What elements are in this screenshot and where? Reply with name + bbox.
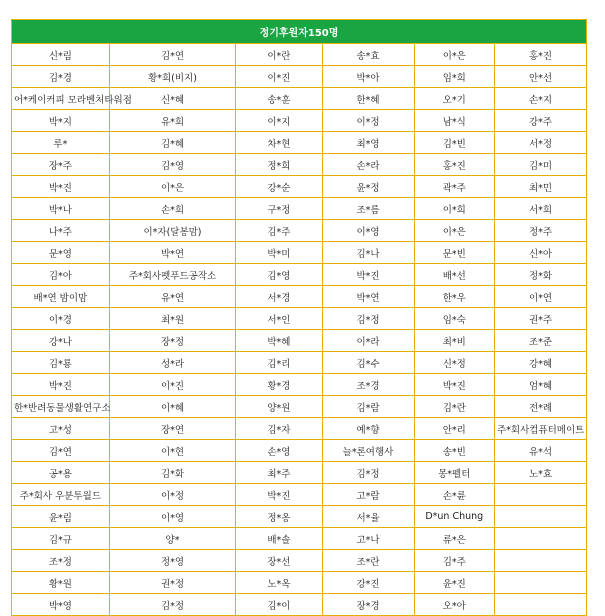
donor-name-cell: 오*기 xyxy=(414,88,495,110)
donor-name-cell: 정*화 xyxy=(495,264,587,286)
table-row xyxy=(12,330,587,352)
donor-name-cell: 엄*혜 xyxy=(495,374,587,396)
donor-name-cell: 김*이 xyxy=(236,594,322,616)
donor-name-cell: 장*연 xyxy=(109,418,236,440)
donor-name-cell: 배*연 밤이맘 xyxy=(12,286,110,308)
donor-name-cell: 이*라 xyxy=(322,330,414,352)
table-row xyxy=(12,506,587,528)
donor-name-cell: 이*진 xyxy=(236,66,322,88)
donor-name-cell: 김*연 xyxy=(109,44,236,66)
table-row xyxy=(12,484,587,506)
donor-name-cell: 유*석 xyxy=(495,440,587,462)
donor-name-cell: 이*희 xyxy=(414,198,495,220)
donor-name-cell: 이*현 xyxy=(109,440,236,462)
donor-name-cell: 송*효 xyxy=(322,44,414,66)
donor-name-cell: 권*정 xyxy=(109,572,236,594)
table-row xyxy=(12,220,587,242)
table-row xyxy=(12,374,587,396)
donor-name-cell: 박*지 xyxy=(12,110,110,132)
donor-name-cell: 조*름 xyxy=(322,198,414,220)
table-row xyxy=(12,286,587,308)
donor-name-cell: 신*정 xyxy=(414,352,495,374)
donor-name-cell: 김*자 xyxy=(236,418,322,440)
donor-name-cell: 구*정 xyxy=(236,198,322,220)
donor-name-cell: 남*식 xyxy=(414,110,495,132)
donor-name-cell: 서*정 xyxy=(495,132,587,154)
donor-name-cell: 예*향 xyxy=(322,418,414,440)
donor-name-cell: 신*혜 xyxy=(109,88,236,110)
donor-name-cell: 서*율 xyxy=(322,506,414,528)
donor-name-cell: 박*진 xyxy=(414,374,495,396)
donor-rows xyxy=(12,44,587,616)
donor-name-cell: 이*영 xyxy=(109,506,236,528)
donor-name-cell: 문*영 xyxy=(12,242,110,264)
donor-name-cell: 차*현 xyxy=(236,132,322,154)
donor-name-cell: 장*선 xyxy=(236,550,322,572)
donor-name-cell: 김*연 xyxy=(12,440,110,462)
donor-name-cell xyxy=(495,572,587,594)
donor-name-cell: 김*아 xyxy=(12,264,110,286)
donor-name-cell: 임*숙 xyxy=(414,308,495,330)
donor-name-cell: 송*훈 xyxy=(236,88,322,110)
donor-name-cell: 조*경 xyxy=(322,374,414,396)
donor-name-cell: 조*정 xyxy=(12,550,110,572)
donor-name-cell: 이*지 xyxy=(236,110,322,132)
donor-name-cell: 양* xyxy=(109,528,236,550)
table-row xyxy=(12,132,587,154)
donor-name-cell: 김*규 xyxy=(12,528,110,550)
table-row xyxy=(12,528,587,550)
donor-name-cell: 안*선 xyxy=(495,66,587,88)
donor-name-cell: 배*솔 xyxy=(236,528,322,550)
donor-name-cell: 오*아 xyxy=(414,594,495,616)
table-row xyxy=(12,396,587,418)
table-row xyxy=(12,44,587,66)
donor-name-cell: 김*리 xyxy=(236,352,322,374)
donor-name-cell: 손*라 xyxy=(322,154,414,176)
donor-name-cell: 정*희 xyxy=(236,154,322,176)
donor-name-cell: 박*진 xyxy=(322,264,414,286)
table-row xyxy=(12,66,587,88)
donor-name-cell: 루* xyxy=(12,132,110,154)
donor-name-cell: 최*영 xyxy=(322,132,414,154)
donor-name-cell: 박*나 xyxy=(12,198,110,220)
donor-name-cell: 어*케이커피 모라벤처타워점 xyxy=(12,88,110,110)
donor-name-cell: 노*효 xyxy=(495,462,587,484)
donor-name-cell: 송*빈 xyxy=(414,440,495,462)
donor-name-cell: 주*회사펫푸드공작소 xyxy=(109,264,236,286)
donor-name-cell: 류*은 xyxy=(414,528,495,550)
donor-name-cell: 김*나 xyxy=(322,242,414,264)
table-title: 정기후원자150명 xyxy=(12,20,587,44)
donor-name-cell: 장*정 xyxy=(109,330,236,352)
donor-name-cell: 김*정 xyxy=(322,462,414,484)
donor-name-cell: 최*민 xyxy=(495,176,587,198)
donor-name-cell: D*un Chung xyxy=(414,506,495,528)
donor-name-cell: 배*선 xyxy=(414,264,495,286)
donor-name-cell: 박*연 xyxy=(322,286,414,308)
donor-name-cell: 몽*펠터 xyxy=(414,462,495,484)
donor-name-cell: 손*희 xyxy=(109,198,236,220)
table-row xyxy=(12,198,587,220)
donor-name-cell: 이*은 xyxy=(414,44,495,66)
donor-name-cell: 김*영 xyxy=(236,264,322,286)
table-row xyxy=(12,110,587,132)
donor-name-cell: 전*례 xyxy=(495,396,587,418)
donor-name-cell: 조*란 xyxy=(322,550,414,572)
donor-name-cell: 이*정 xyxy=(109,484,236,506)
donor-name-cell: 이*란 xyxy=(236,44,322,66)
donor-name-cell: 늘*론여행사 xyxy=(322,440,414,462)
donor-name-cell: 김*화 xyxy=(109,462,236,484)
donor-name-cell: 강*주 xyxy=(495,110,587,132)
donor-table-container xyxy=(11,19,587,616)
donor-name-cell: 김*정 xyxy=(322,308,414,330)
table-row xyxy=(12,88,587,110)
donor-name-cell xyxy=(495,484,587,506)
donor-name-cell: 유*희 xyxy=(109,110,236,132)
donor-name-cell: 김*람 xyxy=(322,396,414,418)
donor-name-cell: 박*혜 xyxy=(236,330,322,352)
donor-name-cell: 주*회사 우분투월드 xyxy=(12,484,110,506)
donor-name-cell: 강*순 xyxy=(236,176,322,198)
donor-name-cell xyxy=(495,594,587,616)
donor-name-cell: 조*준 xyxy=(495,330,587,352)
donor-name-cell: 신*림 xyxy=(12,44,110,66)
donor-name-cell: 박*진 xyxy=(12,374,110,396)
donor-name-cell: 최*비 xyxy=(414,330,495,352)
donor-name-cell: 문*빈 xyxy=(414,242,495,264)
donor-name-cell: 손*영 xyxy=(236,440,322,462)
table-row xyxy=(12,154,587,176)
donor-name-cell: 박*진 xyxy=(236,484,322,506)
donor-name-cell: 황*경 xyxy=(236,374,322,396)
donor-name-cell: 안*리 xyxy=(414,418,495,440)
table-title-row xyxy=(12,20,587,44)
table-row xyxy=(12,176,587,198)
donor-name-cell: 주*회사컴퓨터메이트 xyxy=(495,418,587,440)
donor-name-cell: 이*은 xyxy=(414,220,495,242)
donor-name-cell: 이*정 xyxy=(322,110,414,132)
table-row xyxy=(12,462,587,484)
table-row xyxy=(12,352,587,374)
donor-name-cell: 김*혜 xyxy=(109,132,236,154)
donor-name-cell: 황*원 xyxy=(12,572,110,594)
donor-name-cell: 장*주 xyxy=(12,154,110,176)
donor-name-cell: 박*진 xyxy=(12,176,110,198)
donor-name-cell: 김*경 xyxy=(12,66,110,88)
donor-name-cell: 박*미 xyxy=(236,242,322,264)
donor-name-cell: 강*혜 xyxy=(495,352,587,374)
table-row xyxy=(12,418,587,440)
donor-name-cell: 김*주 xyxy=(236,220,322,242)
donor-name-cell: 홍*진 xyxy=(495,44,587,66)
table-row xyxy=(12,440,587,462)
donor-name-cell: 고*람 xyxy=(322,484,414,506)
donor-name-cell: 김*주 xyxy=(414,550,495,572)
table-row xyxy=(12,308,587,330)
donor-name-cell: 손*륜 xyxy=(414,484,495,506)
donor-name-cell: 홍*진 xyxy=(414,154,495,176)
table-row xyxy=(12,594,587,616)
donor-name-cell: 최*원 xyxy=(109,308,236,330)
donor-name-cell: 박*연 xyxy=(109,242,236,264)
donor-name-cell: 박*영 xyxy=(12,594,110,616)
table-row xyxy=(12,242,587,264)
donor-name-cell xyxy=(495,550,587,572)
donor-name-cell: 한*혜 xyxy=(322,88,414,110)
donor-name-cell: 유*연 xyxy=(109,286,236,308)
donor-name-cell: 최*주 xyxy=(236,462,322,484)
donor-name-cell: 이*연 xyxy=(495,286,587,308)
donor-name-cell: 김*영 xyxy=(109,154,236,176)
donor-name-cell: 서*인 xyxy=(236,308,322,330)
donor-name-cell: 김*정 xyxy=(109,594,236,616)
donor-name-cell: 서*희 xyxy=(495,198,587,220)
donor-name-cell: 강*진 xyxy=(322,572,414,594)
donor-name-cell: 신*아 xyxy=(495,242,587,264)
donor-name-cell: 양*원 xyxy=(236,396,322,418)
donor-name-cell: 윤*림 xyxy=(12,506,110,528)
donor-name-cell xyxy=(495,528,587,550)
table-row xyxy=(12,572,587,594)
donor-name-cell: 김*수 xyxy=(322,352,414,374)
donor-name-cell: 이*진 xyxy=(109,374,236,396)
donor-name-cell: 고*성 xyxy=(12,418,110,440)
donor-name-cell: 이*경 xyxy=(12,308,110,330)
donor-name-cell: 나*주 xyxy=(12,220,110,242)
donor-name-cell: 이*혜 xyxy=(109,396,236,418)
donor-name-cell: 곽*주 xyxy=(414,176,495,198)
donor-name-cell: 이*은 xyxy=(109,176,236,198)
donor-name-cell: 성*라 xyxy=(109,352,236,374)
donor-name-cell: 정*영 xyxy=(109,550,236,572)
donor-name-cell: 공*용 xyxy=(12,462,110,484)
donor-name-cell: 김*란 xyxy=(414,396,495,418)
donor-name-cell: 김*빈 xyxy=(414,132,495,154)
donor-name-cell: 김*미 xyxy=(495,154,587,176)
donor-name-cell: 권*주 xyxy=(495,308,587,330)
donor-name-cell: 노*옥 xyxy=(236,572,322,594)
donor-name-cell: 이*영 xyxy=(322,220,414,242)
donor-name-cell: 황*희(비지) xyxy=(109,66,236,88)
donor-name-cell: 임*희 xyxy=(414,66,495,88)
donor-name-cell: 정*주 xyxy=(495,220,587,242)
donor-name-cell: 윤*정 xyxy=(322,176,414,198)
donor-name-cell: 강*나 xyxy=(12,330,110,352)
donor-name-cell: 서*경 xyxy=(236,286,322,308)
donor-name-cell xyxy=(495,506,587,528)
donor-name-cell: 정*옹 xyxy=(236,506,322,528)
donor-name-cell: 고*나 xyxy=(322,528,414,550)
donor-name-cell: 한*반려동물생활연구소 xyxy=(12,396,110,418)
donor-name-cell: 이*자(달봉맘) xyxy=(109,220,236,242)
table-row xyxy=(12,264,587,286)
donor-name-cell: 한*우 xyxy=(414,286,495,308)
donor-name-cell: 손*지 xyxy=(495,88,587,110)
donor-name-cell: 김*룡 xyxy=(12,352,110,374)
donor-name-cell: 장*경 xyxy=(322,594,414,616)
table-row xyxy=(12,550,587,572)
donor-name-cell: 박*아 xyxy=(322,66,414,88)
donor-table xyxy=(11,19,587,616)
donor-name-cell: 윤*진 xyxy=(414,572,495,594)
